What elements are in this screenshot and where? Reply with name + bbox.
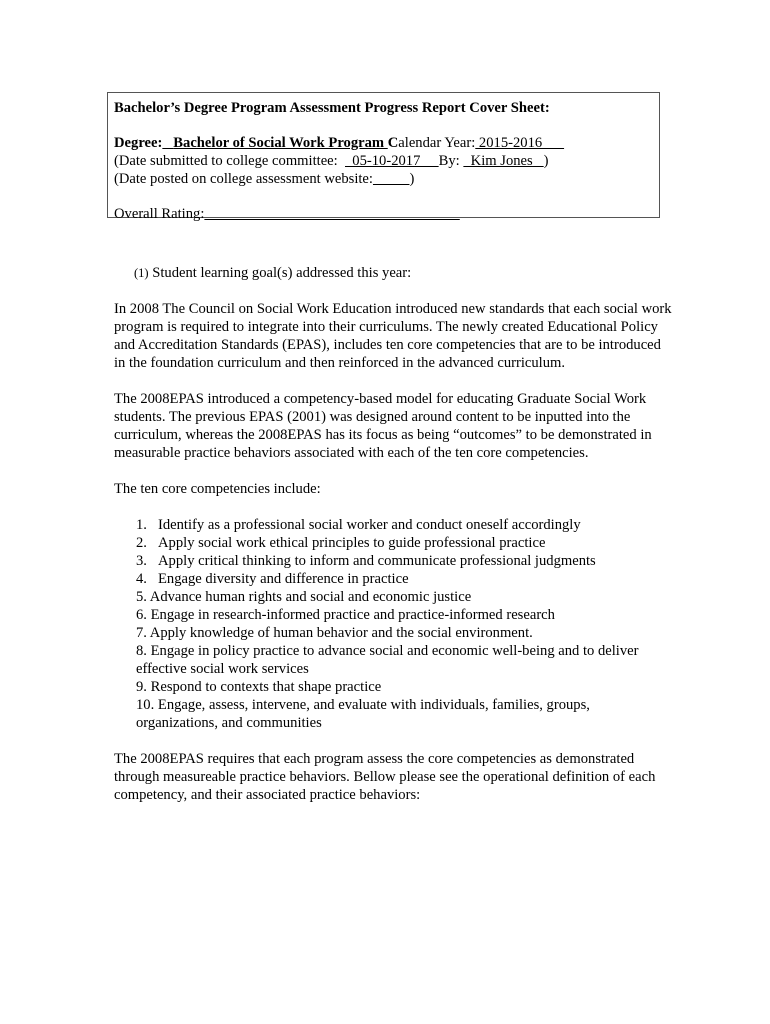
list-item (136, 516, 674, 534)
by-name: Kim Jones (463, 153, 544, 169)
degree-line (114, 134, 653, 152)
list-item (136, 624, 674, 642)
item-text: Engage, assess, intervene, and evaluate with individuals, families, groups, organizations, and communities (136, 697, 590, 731)
rating-blank (204, 206, 459, 222)
item-number: 6. (136, 607, 147, 623)
submitted-label: (Date submitted to college committee: (114, 153, 345, 169)
cover-title: Bachelor’s Degree Program Assessment Progress Report Cover Sheet: (114, 100, 550, 116)
paragraph-closing: The 2008EPAS requires that each program assess the core competencies as demonstrated through measureable practice behaviors. Bellow please see the operational definition of each competency, and their associated practice behaviors: (114, 751, 656, 803)
item-number: 7. (136, 625, 147, 641)
posted-label: (Date posted on college assessment website: (114, 171, 373, 187)
paragraph-competencies-lead: The ten core competencies include: (114, 481, 321, 497)
spacer (114, 117, 653, 134)
goal-text: Student learning goal(s) addressed this year: (148, 265, 412, 281)
posted-line (114, 170, 653, 188)
degree-label: Degree: (114, 135, 163, 151)
cover-sheet-box (107, 92, 660, 222)
paragraph-epas: The 2008EPAS introduced a competency-based model for educating Graduate Social Work students. The previous EPAS (2001) was designed around content to be inputted into the curriculum, whereas the 2008EPAS has its focus as being “outcomes” to be demonstrated in measurable practice behaviors associated with each of the ten core competencies. (114, 391, 652, 461)
list-item (136, 678, 674, 696)
item-number: 8. (136, 643, 147, 659)
item-text: Engage in research-informed practice and practice-informed research (150, 607, 555, 623)
paragraph-intro: In 2008 The Council on Social Work Education introduced new standards that each social work program is required to integrate into their curriculums. The newly created Educational Policy and Accreditation Standards (EPAS), includes ten core competencies that are to be introduced in the foundation curriculum and then reinforced in the advanced curriculum. (114, 301, 672, 371)
list-item (136, 606, 674, 624)
item-number: 4. (136, 571, 147, 587)
item-number: 9. (136, 679, 147, 695)
item-text: Engage diversity and difference in practice (158, 571, 409, 587)
list-item (136, 696, 674, 732)
posted-close: ) (409, 171, 415, 187)
list-item (136, 552, 674, 570)
by-close: ) (543, 153, 549, 169)
item-text: Apply critical thinking to inform and communicate professional judgments (158, 553, 596, 569)
competency-list (114, 516, 674, 732)
item-number: 2. (136, 535, 147, 551)
degree-pre-blank (162, 135, 173, 151)
degree-value: Bachelor of Social Work Program (173, 135, 388, 151)
item-text: Apply knowledge of human behavior and the social environment. (149, 625, 533, 641)
list-item (136, 588, 674, 606)
item-text: Apply social work ethical principles to guide professional practice (158, 535, 546, 551)
by-label: By: (438, 153, 464, 169)
submitted-line (114, 152, 653, 170)
submitted-date: 05-10-2017 (345, 153, 439, 169)
item-text: Advance human rights and social and economic justice (149, 589, 472, 605)
item-number: 1. (136, 517, 147, 533)
rating-label: Overall Rating: (114, 206, 205, 222)
calendar-value: 2015-2016 (475, 135, 565, 151)
calendar-c: C (387, 135, 399, 151)
item-number: 10. (136, 697, 155, 713)
list-item (136, 642, 674, 678)
report-body (114, 264, 674, 822)
list-item (136, 534, 674, 552)
item-text: Engage in policy practice to advance social and economic well-being and to deliver effective social work services (136, 643, 639, 677)
item-text: Identify as a professional social worker and conduct oneself accordingly (158, 517, 581, 533)
goal-heading (114, 264, 674, 282)
posted-blank (373, 171, 409, 187)
list-item (136, 570, 674, 588)
item-number: 3. (136, 553, 147, 569)
rating-line (114, 205, 653, 223)
item-number: 5. (136, 589, 147, 605)
spacer (114, 188, 653, 205)
goal-number: (1) (134, 266, 149, 280)
calendar-label: alendar Year: (398, 135, 476, 151)
item-text: Respond to contexts that shape practice (150, 679, 382, 695)
